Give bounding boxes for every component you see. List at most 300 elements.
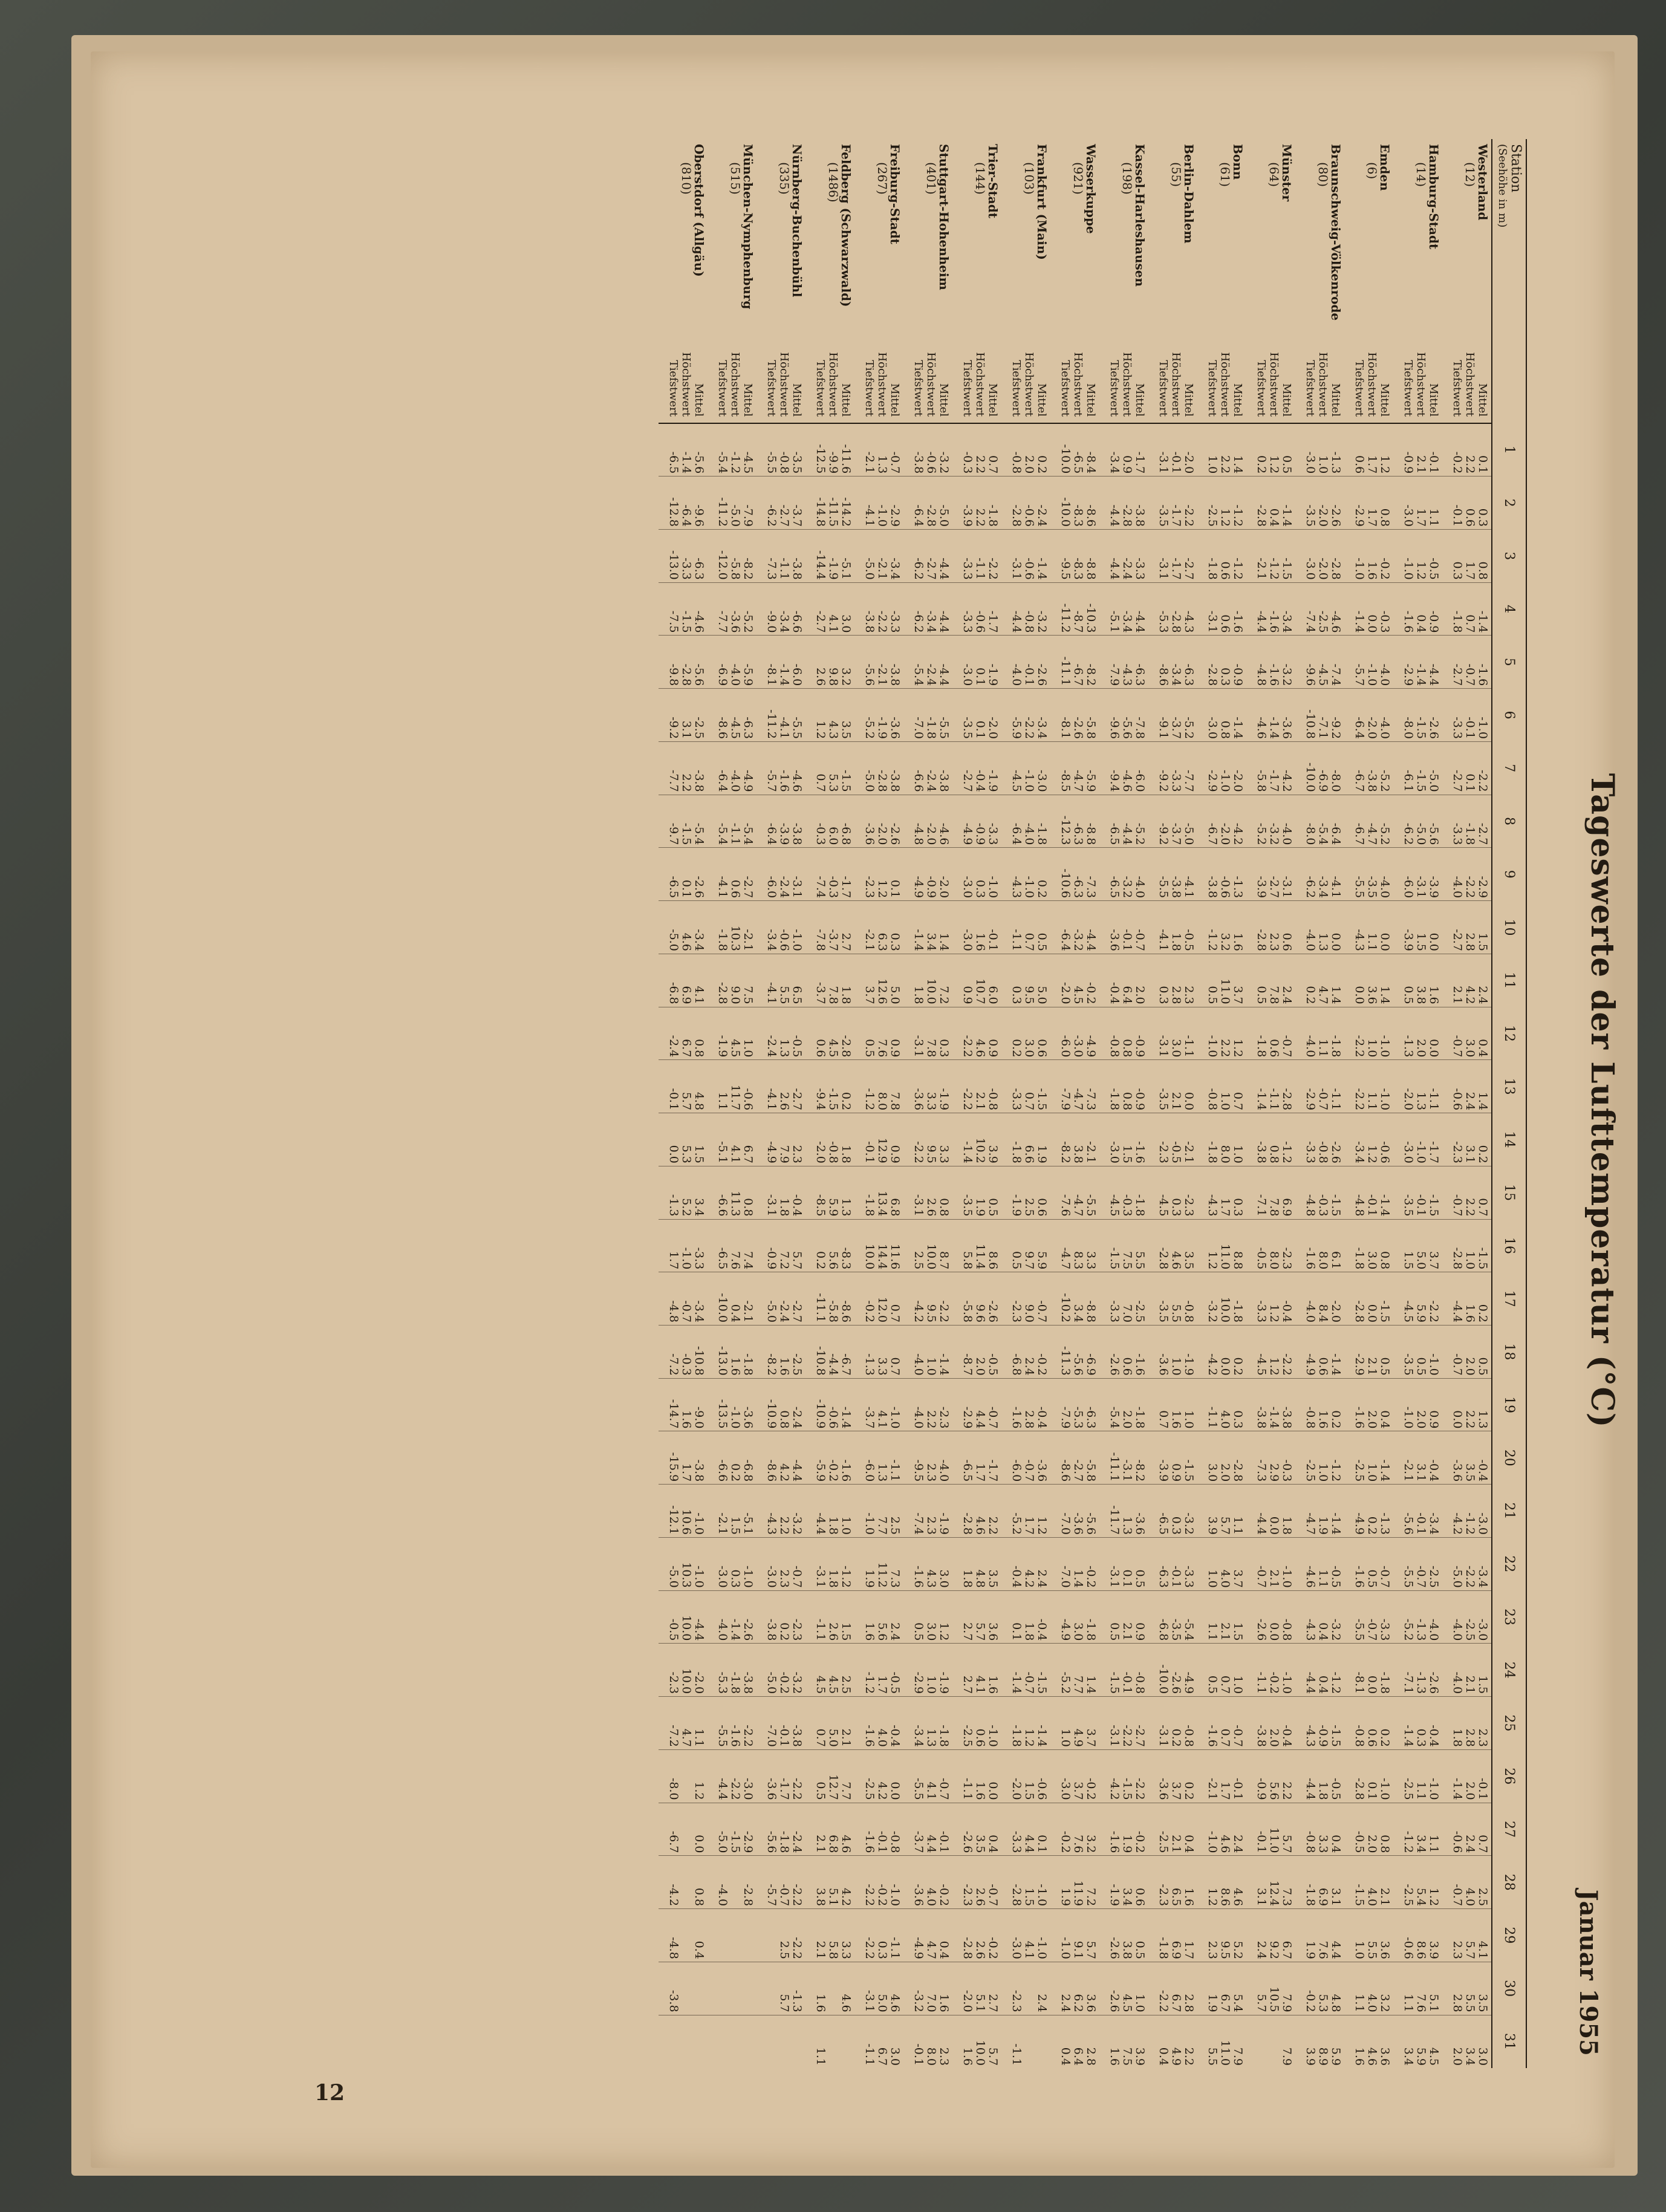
temperature-value: -3.3 bbox=[680, 558, 693, 580]
day-value-cell bbox=[1148, 795, 1197, 848]
temperature-value: -9.2 bbox=[1157, 770, 1170, 792]
temperature-value: -0.7 bbox=[1316, 1088, 1330, 1111]
temperature-value: -4.5 bbox=[741, 451, 755, 474]
temperature-value: -4.3 bbox=[1353, 929, 1366, 951]
temperature-value: -3.8 bbox=[1255, 1141, 1268, 1163]
temperature-value: 3.1 bbox=[1414, 1463, 1428, 1482]
temperature-value: -3.0 bbox=[1010, 1937, 1023, 1959]
temperature-value: -14.4 bbox=[814, 550, 827, 580]
temperature-value: 9.0 bbox=[729, 986, 742, 1004]
temperature-value: -0.1 bbox=[1121, 929, 1134, 951]
temperature-value: -6.7 bbox=[1353, 822, 1366, 845]
station-name: Bonn bbox=[1231, 144, 1245, 180]
temperature-value: -0.6 bbox=[1219, 876, 1232, 899]
day-header: 17 bbox=[1492, 1272, 1526, 1326]
temperature-value bbox=[827, 2015, 839, 2066]
temperature-value: -4.1 bbox=[765, 1088, 778, 1111]
temperature-value: -3.8 bbox=[790, 1725, 804, 1747]
temperature-value: -2.2 bbox=[1427, 1300, 1440, 1322]
temperature-value: -4.2 bbox=[1451, 1512, 1464, 1535]
temperature-value: -3.3 bbox=[692, 1247, 706, 1270]
temperature-value: 1.0 bbox=[925, 1357, 938, 1376]
temperature-value: -0.7 bbox=[1023, 1459, 1036, 1482]
temperature-value: -4.9 bbox=[741, 770, 755, 792]
temperature-value: -0.8 bbox=[1133, 1671, 1147, 1694]
temperature-value: 5.8 bbox=[961, 1251, 974, 1270]
day-value-cell bbox=[1148, 2015, 1197, 2068]
day-value-cell bbox=[903, 1060, 952, 1113]
temperature-value: -2.7 bbox=[961, 770, 974, 792]
temperature-value: -11.2 bbox=[765, 709, 778, 739]
temperature-value: -5.5 bbox=[1402, 1566, 1415, 1588]
temperature-value: -2.0 bbox=[937, 876, 951, 899]
value-kind-cell bbox=[805, 320, 854, 423]
temperature-value: 5.6 bbox=[876, 1622, 889, 1641]
station-elevation: (810) bbox=[679, 162, 694, 195]
temperature-value: -1.6 bbox=[729, 1725, 742, 1747]
day-value-cell bbox=[1197, 1113, 1246, 1166]
temperature-value: 2.1 bbox=[1267, 1569, 1281, 1588]
day-value-cell bbox=[659, 582, 708, 636]
temperature-value: -0.7 bbox=[1463, 663, 1477, 686]
temperature-value: -3.1 bbox=[814, 1566, 827, 1588]
temperature-value: -5.6 bbox=[1121, 717, 1134, 739]
day-value-cell bbox=[903, 1803, 952, 1856]
temperature-value: -3.3 bbox=[1010, 1830, 1023, 1853]
temperature-value: 1.9 bbox=[1035, 1145, 1049, 1163]
temperature-value: 2.0 bbox=[1414, 1410, 1428, 1429]
temperature-value: -2.0 bbox=[814, 1141, 827, 1163]
day-value-cell bbox=[1344, 1962, 1393, 2015]
day-value-cell bbox=[854, 741, 903, 795]
temperature-value: 6.1 bbox=[1329, 1251, 1342, 1270]
day-value-cell bbox=[1295, 848, 1344, 901]
temperature-value: 3.9 bbox=[1133, 2047, 1147, 2066]
temperature-value: -1.6 bbox=[863, 1830, 876, 1853]
temperature-value: 6.4 bbox=[1072, 2047, 1085, 2066]
temperature-value bbox=[778, 2015, 790, 2066]
day-value-cell bbox=[1295, 1325, 1344, 1378]
temperature-value: 0.2 bbox=[1255, 455, 1268, 474]
temperature-value: 0.9 bbox=[1170, 1463, 1183, 1482]
temperature-value: -2.7 bbox=[741, 876, 755, 899]
temperature-value: -2.0 bbox=[1182, 451, 1196, 474]
temperature-value: 0.5 bbox=[1010, 1251, 1023, 1270]
temperature-value: -1.6 bbox=[1108, 1830, 1121, 1853]
temperature-value: -5.3 bbox=[1072, 1406, 1085, 1429]
temperature-value: 1.7 bbox=[1414, 508, 1428, 527]
temperature-value: -0.7 bbox=[1414, 1566, 1428, 1588]
day-value-cell bbox=[659, 1485, 708, 1538]
temperature-value: -10.9 bbox=[814, 1399, 827, 1429]
temperature-value: 1.1 bbox=[1427, 508, 1440, 527]
temperature-value: -8.6 bbox=[716, 717, 729, 739]
temperature-value: 11.4 bbox=[974, 1243, 987, 1270]
day-value-cell bbox=[1295, 901, 1344, 954]
temperature-value: -1.1 bbox=[1267, 1088, 1281, 1111]
day-value-cell bbox=[1344, 2015, 1393, 2068]
day-header: 15 bbox=[1492, 1166, 1526, 1219]
temperature-value: -7.2 bbox=[667, 1725, 680, 1747]
temperature-value: -3.4 bbox=[778, 610, 791, 633]
temperature-value: -0.2 bbox=[827, 1459, 840, 1482]
day-value-cell bbox=[1344, 423, 1393, 477]
temperature-value: -10.0 bbox=[1059, 497, 1072, 527]
day-header: 4 bbox=[1492, 582, 1526, 636]
temperature-value: 2.2 bbox=[1280, 1781, 1293, 1800]
day-value-cell bbox=[659, 901, 708, 954]
value-kind-cell bbox=[854, 320, 903, 423]
temperature-value: -4.3 bbox=[1206, 1194, 1219, 1217]
temperature-value: 7.6 bbox=[1414, 1994, 1428, 2012]
temperature-value: 0.9 bbox=[1121, 455, 1134, 474]
temperature-value: -9.7 bbox=[667, 822, 680, 845]
temperature-value: -0.8 bbox=[1182, 1300, 1196, 1322]
temperature-value: 1.4 bbox=[1476, 1091, 1489, 1111]
temperature-value: -3.3 bbox=[986, 822, 1000, 845]
station-cell bbox=[1099, 139, 1148, 320]
temperature-value: 11.0 bbox=[1219, 978, 1232, 1004]
temperature-value: 4.6 bbox=[839, 1994, 853, 2012]
temperature-value: -1.1 bbox=[1010, 929, 1023, 951]
temperature-value: 1.0 bbox=[1365, 1039, 1379, 1058]
day-value-cell bbox=[757, 1537, 805, 1590]
rotated-sheet bbox=[357, 121, 1627, 2080]
day-value-cell bbox=[1344, 1590, 1393, 1644]
temperature-value: -2.0 bbox=[1365, 717, 1379, 739]
day-value-cell bbox=[1295, 1485, 1344, 1538]
temperature-value: 1.8 bbox=[778, 1198, 791, 1217]
temperature-value: -4.0 bbox=[1304, 1035, 1317, 1058]
day-value-cell bbox=[1442, 423, 1492, 477]
temperature-value: 1.1 bbox=[1353, 1994, 1366, 2012]
temperature-value: 2.0 bbox=[1463, 1781, 1477, 1800]
day-header: 18 bbox=[1492, 1325, 1526, 1378]
temperature-value: -3.2 bbox=[1121, 876, 1134, 899]
temperature-value: -1.4 bbox=[1231, 717, 1245, 739]
temperature-value: -0.6 bbox=[778, 929, 791, 951]
temperature-value: -4.0 bbox=[1451, 1671, 1464, 1694]
temperature-value: -11.6 bbox=[839, 444, 853, 474]
temperature-value: 1.6 bbox=[1316, 1410, 1330, 1429]
day-value-cell bbox=[659, 1909, 708, 1962]
temperature-value: -6.0 bbox=[1059, 1035, 1072, 1058]
temperature-value: -0.4 bbox=[974, 770, 987, 792]
value-kind-label: Höchstwert bbox=[729, 352, 741, 417]
day-value-cell bbox=[854, 1485, 903, 1538]
day-value-cell bbox=[805, 1219, 854, 1272]
temperature-value: 1.9 bbox=[974, 1198, 987, 1217]
temperature-value: -2.2 bbox=[1463, 876, 1477, 899]
temperature-value: 2.5 bbox=[1023, 1198, 1036, 1217]
temperature-value: 1.1 bbox=[692, 1728, 706, 1747]
temperature-value: -1.9 bbox=[827, 558, 840, 580]
temperature-value: -2.1 bbox=[863, 929, 876, 951]
day-value-cell bbox=[1197, 1325, 1246, 1378]
temperature-value bbox=[729, 1962, 741, 2012]
day-value-cell bbox=[1001, 1537, 1050, 1590]
temperature-value: -2.8 bbox=[741, 1884, 755, 1907]
temperature-value: 7.2 bbox=[937, 986, 951, 1004]
temperature-value: 2.2 bbox=[1463, 455, 1477, 474]
temperature-value: 1.7 bbox=[1463, 561, 1477, 580]
temperature-value: 0.4 bbox=[1316, 1675, 1330, 1694]
temperature-value: -6.3 bbox=[1133, 663, 1147, 686]
temperature-value: -5.7 bbox=[1353, 663, 1366, 686]
temperature-value: -7.6 bbox=[1059, 1194, 1072, 1217]
day-value-cell bbox=[757, 1378, 805, 1431]
day-value-cell bbox=[1393, 954, 1442, 1007]
temperature-value: -3.2 bbox=[790, 1671, 804, 1694]
day-value-cell bbox=[1001, 1378, 1050, 1431]
temperature-value: 0.0 bbox=[1329, 932, 1342, 951]
value-kind-label: Höchstwert bbox=[1414, 352, 1427, 417]
temperature-value: -4.8 bbox=[1304, 1194, 1317, 1217]
temperature-value: 0.0 bbox=[667, 1145, 680, 1163]
day-value-cell bbox=[1344, 477, 1393, 530]
day-value-cell bbox=[805, 1644, 854, 1697]
temperature-value: -0.8 bbox=[827, 1141, 840, 1163]
temperature-value: 7.6 bbox=[729, 1251, 742, 1270]
temperature-value: -2.7 bbox=[1182, 558, 1196, 580]
day-value-cell bbox=[952, 741, 1001, 795]
temperature-value: -2.5 bbox=[1427, 1566, 1440, 1588]
day-value-cell bbox=[854, 1644, 903, 1697]
temperature-value: -11.3 bbox=[1059, 1345, 1072, 1376]
day-value-cell bbox=[1050, 1325, 1099, 1378]
station-cell bbox=[708, 139, 757, 320]
day-value-cell bbox=[1050, 423, 1099, 477]
temperature-value: -0.1 bbox=[1170, 1566, 1183, 1588]
station-elevation: (61) bbox=[1218, 162, 1232, 187]
temperature-value: -3.5 bbox=[1304, 504, 1317, 527]
value-kind-cell bbox=[1197, 320, 1246, 423]
temperature-value: -2.4 bbox=[925, 663, 938, 686]
temperature-value: -1.2 bbox=[863, 1671, 876, 1694]
day-value-cell bbox=[1344, 954, 1393, 1007]
day-value-cell bbox=[757, 1697, 805, 1750]
temperature-value: -0.9 bbox=[925, 876, 938, 899]
temperature-value: 4.7 bbox=[680, 1728, 693, 1747]
temperature-value: -5.4 bbox=[692, 822, 706, 845]
day-header: 20 bbox=[1492, 1431, 1526, 1485]
temperature-value: -5.5 bbox=[912, 1777, 925, 1800]
temperature-value: -3.9 bbox=[961, 504, 974, 527]
temperature-value: -2.2 bbox=[1121, 1725, 1134, 1747]
temperature-value: -1.8 bbox=[1157, 1937, 1170, 1959]
temperature-value: 0.3 bbox=[876, 1940, 889, 1959]
day-value-cell bbox=[1246, 2015, 1295, 2068]
temperature-value: -1.4 bbox=[1476, 610, 1489, 633]
temperature-value: -1.1 bbox=[1206, 1406, 1219, 1429]
temperature-value: -5.6 bbox=[863, 663, 876, 686]
temperature-value: -1.8 bbox=[863, 1194, 876, 1217]
temperature-value: 4.0 bbox=[925, 1887, 938, 1907]
value-kind-label: Tiefstwert bbox=[814, 360, 827, 417]
temperature-value: -3.3 bbox=[1451, 822, 1464, 845]
temperature-value: 1.8 bbox=[839, 986, 853, 1004]
day-value-cell bbox=[1099, 636, 1148, 689]
temperature-value: -3.4 bbox=[912, 1725, 925, 1747]
temperature-value: -6.5 bbox=[1108, 876, 1121, 899]
temperature-value: 1.9 bbox=[863, 1569, 876, 1588]
temperature-value: 2.6 bbox=[827, 1622, 840, 1641]
temperature-value: -8.6 bbox=[1157, 663, 1170, 686]
temperature-value: -1.2 bbox=[1329, 1671, 1342, 1694]
temperature-value: 6.9 bbox=[1316, 1887, 1330, 1907]
temperature-value: 6.7 bbox=[741, 1145, 755, 1163]
temperature-value: -1.0 bbox=[986, 876, 1000, 899]
temperature-value: -1.0 bbox=[1378, 1777, 1391, 1800]
temperature-value: -3.6 bbox=[888, 717, 902, 739]
temperature-value: -2.7 bbox=[778, 504, 791, 527]
day-header: 7 bbox=[1492, 741, 1526, 795]
temperature-value: -0.1 bbox=[1255, 1830, 1268, 1853]
temperature-value: -4.8 bbox=[912, 822, 925, 845]
temperature-value: 4.6 bbox=[888, 1994, 902, 2012]
temperature-value: 1.1 bbox=[1231, 1516, 1245, 1535]
temperature-value: -7.0 bbox=[1059, 1566, 1072, 1588]
temperature-value: 0.8 bbox=[692, 1887, 706, 1907]
temperature-value: -8.0 bbox=[1304, 822, 1317, 845]
temperature-value: 1.6 bbox=[1365, 561, 1379, 580]
temperature-value: -7.7 bbox=[1182, 770, 1196, 792]
temperature-value: -3.0 bbox=[1402, 504, 1415, 527]
day-value-cell bbox=[1393, 1166, 1442, 1219]
temperature-value: -2.4 bbox=[778, 876, 791, 899]
temperature-value bbox=[741, 1909, 754, 1959]
temperature-value: 3.8 bbox=[814, 1887, 827, 1907]
day-value-cell bbox=[1148, 477, 1197, 530]
table-header bbox=[1492, 139, 1526, 2068]
day-value-cell bbox=[1099, 1272, 1148, 1326]
temperature-value: 1.1 bbox=[1402, 1994, 1415, 2012]
temperature-value: -3.5 bbox=[1402, 1194, 1415, 1217]
day-value-cell bbox=[1246, 477, 1295, 530]
day-value-cell bbox=[854, 636, 903, 689]
temperature-value: 0.8 bbox=[937, 1198, 951, 1217]
temperature-value: 0.8 bbox=[1378, 508, 1391, 527]
station-header bbox=[1492, 139, 1526, 320]
temperature-value: 0.2 bbox=[1476, 1145, 1489, 1163]
temperature-value: -1.4 bbox=[1280, 504, 1293, 527]
value-kind-label: Mittel bbox=[790, 383, 803, 417]
day-value-cell bbox=[805, 1537, 854, 1590]
temperature-value: -2.2 bbox=[790, 1937, 804, 1959]
temperature-value: 0.9 bbox=[1133, 1622, 1147, 1641]
temperature-value: 0.2 bbox=[778, 1622, 791, 1641]
station-name: Freiburg-Stadt bbox=[888, 144, 902, 244]
temperature-value: 1.8 bbox=[1280, 1516, 1293, 1535]
temperature-value: -6.4 bbox=[716, 770, 729, 792]
temperature-value: 1.8 bbox=[839, 1145, 853, 1163]
value-kind-label: Tiefstwert bbox=[1157, 360, 1170, 417]
temperature-value: -1.4 bbox=[1035, 1725, 1049, 1747]
temperature-value: 2.3 bbox=[790, 1145, 804, 1163]
temperature-value: -10.9 bbox=[765, 1399, 778, 1429]
temperature-value: 2.6 bbox=[778, 1091, 791, 1111]
temperature-value: -5.0 bbox=[667, 929, 680, 951]
day-value-cell bbox=[1344, 1485, 1393, 1538]
temperature-value: -2.6 bbox=[1255, 1618, 1268, 1641]
temperature-value: 0.7 bbox=[1023, 1091, 1036, 1111]
day-value-cell bbox=[1099, 689, 1148, 742]
temperature-value: 4.5 bbox=[729, 1039, 742, 1058]
temperature-value: -2.0 bbox=[961, 1989, 974, 2012]
temperature-value: -0.7 bbox=[986, 1884, 1000, 1907]
temperature-value: -2.2 bbox=[790, 1777, 804, 1800]
day-value-cell bbox=[952, 1856, 1001, 1909]
temperature-value: -4.4 bbox=[1451, 1300, 1464, 1322]
temperature-value: -3.7 bbox=[1170, 717, 1183, 739]
temperature-value: 2.2 bbox=[680, 773, 693, 792]
temperature-value: 1.0 bbox=[1182, 1410, 1196, 1429]
value-kind-label: Mittel bbox=[1427, 383, 1440, 417]
temperature-value: -2.7 bbox=[790, 1300, 804, 1322]
station-cell bbox=[854, 139, 903, 320]
temperature-value: 1.3 bbox=[1414, 1091, 1428, 1111]
temperature-value: -4.9 bbox=[765, 1141, 778, 1163]
temperature-value: -1.7 bbox=[1170, 504, 1183, 527]
day-value-cell bbox=[708, 901, 757, 954]
temperature-value: 3.0 bbox=[888, 2047, 902, 2066]
temperature-value: -3.8 bbox=[888, 770, 902, 792]
temperature-value: -2.2 bbox=[876, 610, 889, 633]
temperature-value: -4.5 bbox=[1108, 1194, 1121, 1217]
value-kind-label: Tiefstwert bbox=[1010, 360, 1023, 417]
temperature-value: 1.8 bbox=[1316, 1781, 1330, 1800]
temperature-value: -1.4 bbox=[778, 663, 791, 686]
temperature-value: 0.2 bbox=[1329, 1410, 1342, 1429]
temperature-value: 2.4 bbox=[1463, 1091, 1477, 1111]
temperature-value: -3.6 bbox=[765, 1777, 778, 1800]
day-value-cell bbox=[1246, 529, 1295, 582]
day-value-cell bbox=[1295, 1219, 1344, 1272]
day-value-cell bbox=[805, 1431, 854, 1485]
day-value-cell bbox=[1148, 423, 1197, 477]
temperature-value: -4.4 bbox=[937, 558, 951, 580]
temperature-value: -7.8 bbox=[1133, 717, 1147, 739]
temperature-value: 4.0 bbox=[1463, 1887, 1477, 1907]
temperature-value: 0.7 bbox=[1231, 1091, 1245, 1111]
temperature-value: 1.5 bbox=[1476, 932, 1489, 951]
temperature-value bbox=[729, 2015, 741, 2066]
station-name: Stuttgart-Hohenheim bbox=[937, 144, 951, 290]
temperature-value: -4.0 bbox=[1451, 1618, 1464, 1641]
temperature-value: -5.5 bbox=[790, 717, 804, 739]
temperature-value: -8.6 bbox=[1059, 1459, 1072, 1482]
day-value-cell bbox=[1442, 1909, 1492, 1962]
temperature-value: 2.1 bbox=[1414, 455, 1428, 474]
temperature-value: 4.2 bbox=[876, 1781, 889, 1800]
temperature-value: 0.3 bbox=[1170, 1198, 1183, 1217]
temperature-value: -2.4 bbox=[765, 1035, 778, 1058]
day-value-cell bbox=[1148, 1697, 1197, 1750]
day-value-cell bbox=[659, 1007, 708, 1060]
day-value-cell bbox=[1148, 1166, 1197, 1219]
temperature-value: 0.7 bbox=[986, 455, 1000, 474]
temperature-value: -1.1 bbox=[1329, 1088, 1342, 1111]
value-kind-label: Höchstwert bbox=[925, 352, 937, 417]
station-cell bbox=[757, 139, 805, 320]
temperature-value: 8.0 bbox=[1316, 1251, 1330, 1270]
temperature-value: -0.2 bbox=[1084, 1777, 1098, 1800]
temperature-value: -6.4 bbox=[1329, 822, 1342, 845]
temperature-value: -1.9 bbox=[1108, 1884, 1121, 1907]
temperature-value: -2.2 bbox=[863, 1884, 876, 1907]
temperature-value: 1.8 bbox=[827, 1569, 840, 1588]
value-kind-label: Mittel bbox=[1378, 383, 1391, 417]
